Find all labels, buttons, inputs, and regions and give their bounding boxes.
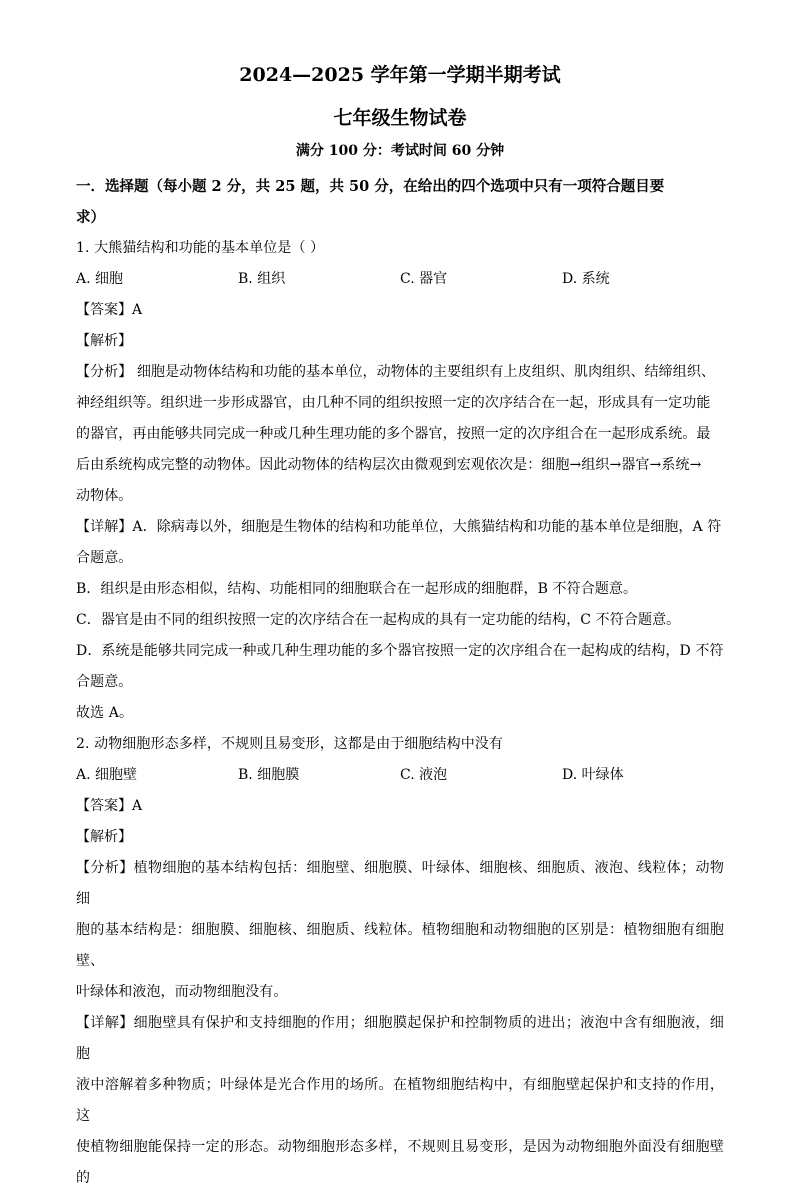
- question-stem: 2. 动物细胞形态多样，不规则且易变形，这都是由于细胞结构中没有: [76, 736, 504, 752]
- option-c: C. 液泡: [400, 767, 448, 783]
- question-1: [76, 233, 724, 729]
- detail-line: 【详解】A．除病毒以外，细胞是生物体的结构和功能单位，大熊猫结构和功能的基本单位是细胞，A 符: [76, 519, 722, 535]
- section-heading-line: 求）: [76, 209, 105, 226]
- exam-title: 2024—2025 学年第一学期半期考试: [239, 64, 561, 86]
- option-c: C. 器官: [400, 271, 448, 287]
- option-a: A. 细胞: [76, 271, 124, 287]
- question-2: [76, 729, 724, 1194]
- option-a: A. 细胞壁: [76, 767, 138, 783]
- option-d: D. 系统: [562, 271, 610, 287]
- analysis-line: 神经组织等。组织进一步形成器官，由几种不同的组织按照一定的次序结合在一起，形成具有一定功能: [76, 395, 711, 411]
- analysis-label: 【解析】: [76, 333, 132, 349]
- analysis-line: 的器官，再由能够共同完成一种或几种生理功能的多个器官，按照一定的次序组合在一起形成系统。最: [76, 426, 711, 442]
- question-options: [76, 760, 724, 791]
- exam-subject: 七年级生物试卷: [333, 107, 467, 129]
- option-b: B. 细胞膜: [238, 767, 300, 783]
- section-heading-line: 一．选择题（每小题 2 分，共 25 题，共 50 分，在给出的四个选项中只有一项符合题目要: [76, 178, 665, 195]
- detail-line: D．系统是能够共同完成一种或几种生理功能的多个器官按照一定的次序组合在一起构成的结构，D 不符: [76, 643, 724, 659]
- detail-line: 液中溶解着多种物质；叶绿体是光合作用的场所。在植物细胞结构中，有细胞壁起保护和支持的作用，这: [76, 1077, 724, 1124]
- detail-line: 使植物细胞能保持一定的形态。动物细胞形态多样，不规则且易变形，是因为动物细胞外面没有细胞壁的: [76, 1139, 724, 1186]
- detail-line: 故选 A。: [76, 705, 134, 721]
- detail-line: C．器官是由不同的组织按照一定的次序结合在一起构成的具有一定功能的结构，C 不符合题意。: [76, 612, 681, 628]
- exam-page: [76, 62, 724, 1194]
- question-stem: 1. 大熊猫结构和功能的基本单位是（ ）: [76, 240, 325, 256]
- analysis-line: 【分析】植物细胞的基本结构包括：细胞壁、细胞膜、叶绿体、细胞核、细胞质、液泡、线粒体；动物细: [76, 860, 724, 907]
- analysis-line: 胞的基本结构是：细胞膜、细胞核、细胞质、线粒体。植物细胞和动物细胞的区别是：植物细胞有细胞壁、: [76, 922, 724, 969]
- detail-line: 【详解】细胞壁具有保护和支持细胞的作用；细胞膜起保护和控制物质的进出；液泡中含有细胞液，细胞: [76, 1015, 724, 1062]
- analysis-line: 后由系统构成完整的动物体。因此动物体的结构层次由微观到宏观依次是：细胞→组织→器官→系统→: [76, 457, 702, 473]
- option-d: D. 叶绿体: [562, 767, 624, 783]
- analysis-line: 叶绿体和液泡，而动物细胞没有。: [76, 984, 288, 1000]
- detail-line: 合题意。: [76, 550, 133, 566]
- analysis-line: 【分析】 细胞是动物体结构和功能的基本单位，动物体的主要组织有上皮组织、肌肉组织、结缔组织、: [76, 364, 716, 380]
- question-options: [76, 264, 724, 295]
- answer-label: 【答案】A: [76, 302, 143, 318]
- analysis-label: 【解析】: [76, 829, 132, 845]
- exam-info: 满分 100 分：考试时间 60 分钟: [295, 143, 505, 159]
- answer-label: 【答案】A: [76, 798, 143, 814]
- detail-line: B．组织是由形态相似，结构、功能相同的细胞联合在一起形成的细胞群，B 不符合题意。: [76, 581, 638, 597]
- option-b: B. 组织: [238, 271, 286, 287]
- analysis-line: 动物体。: [76, 488, 133, 504]
- detail-line: 合题意。: [76, 674, 133, 690]
- section-heading: [76, 171, 724, 233]
